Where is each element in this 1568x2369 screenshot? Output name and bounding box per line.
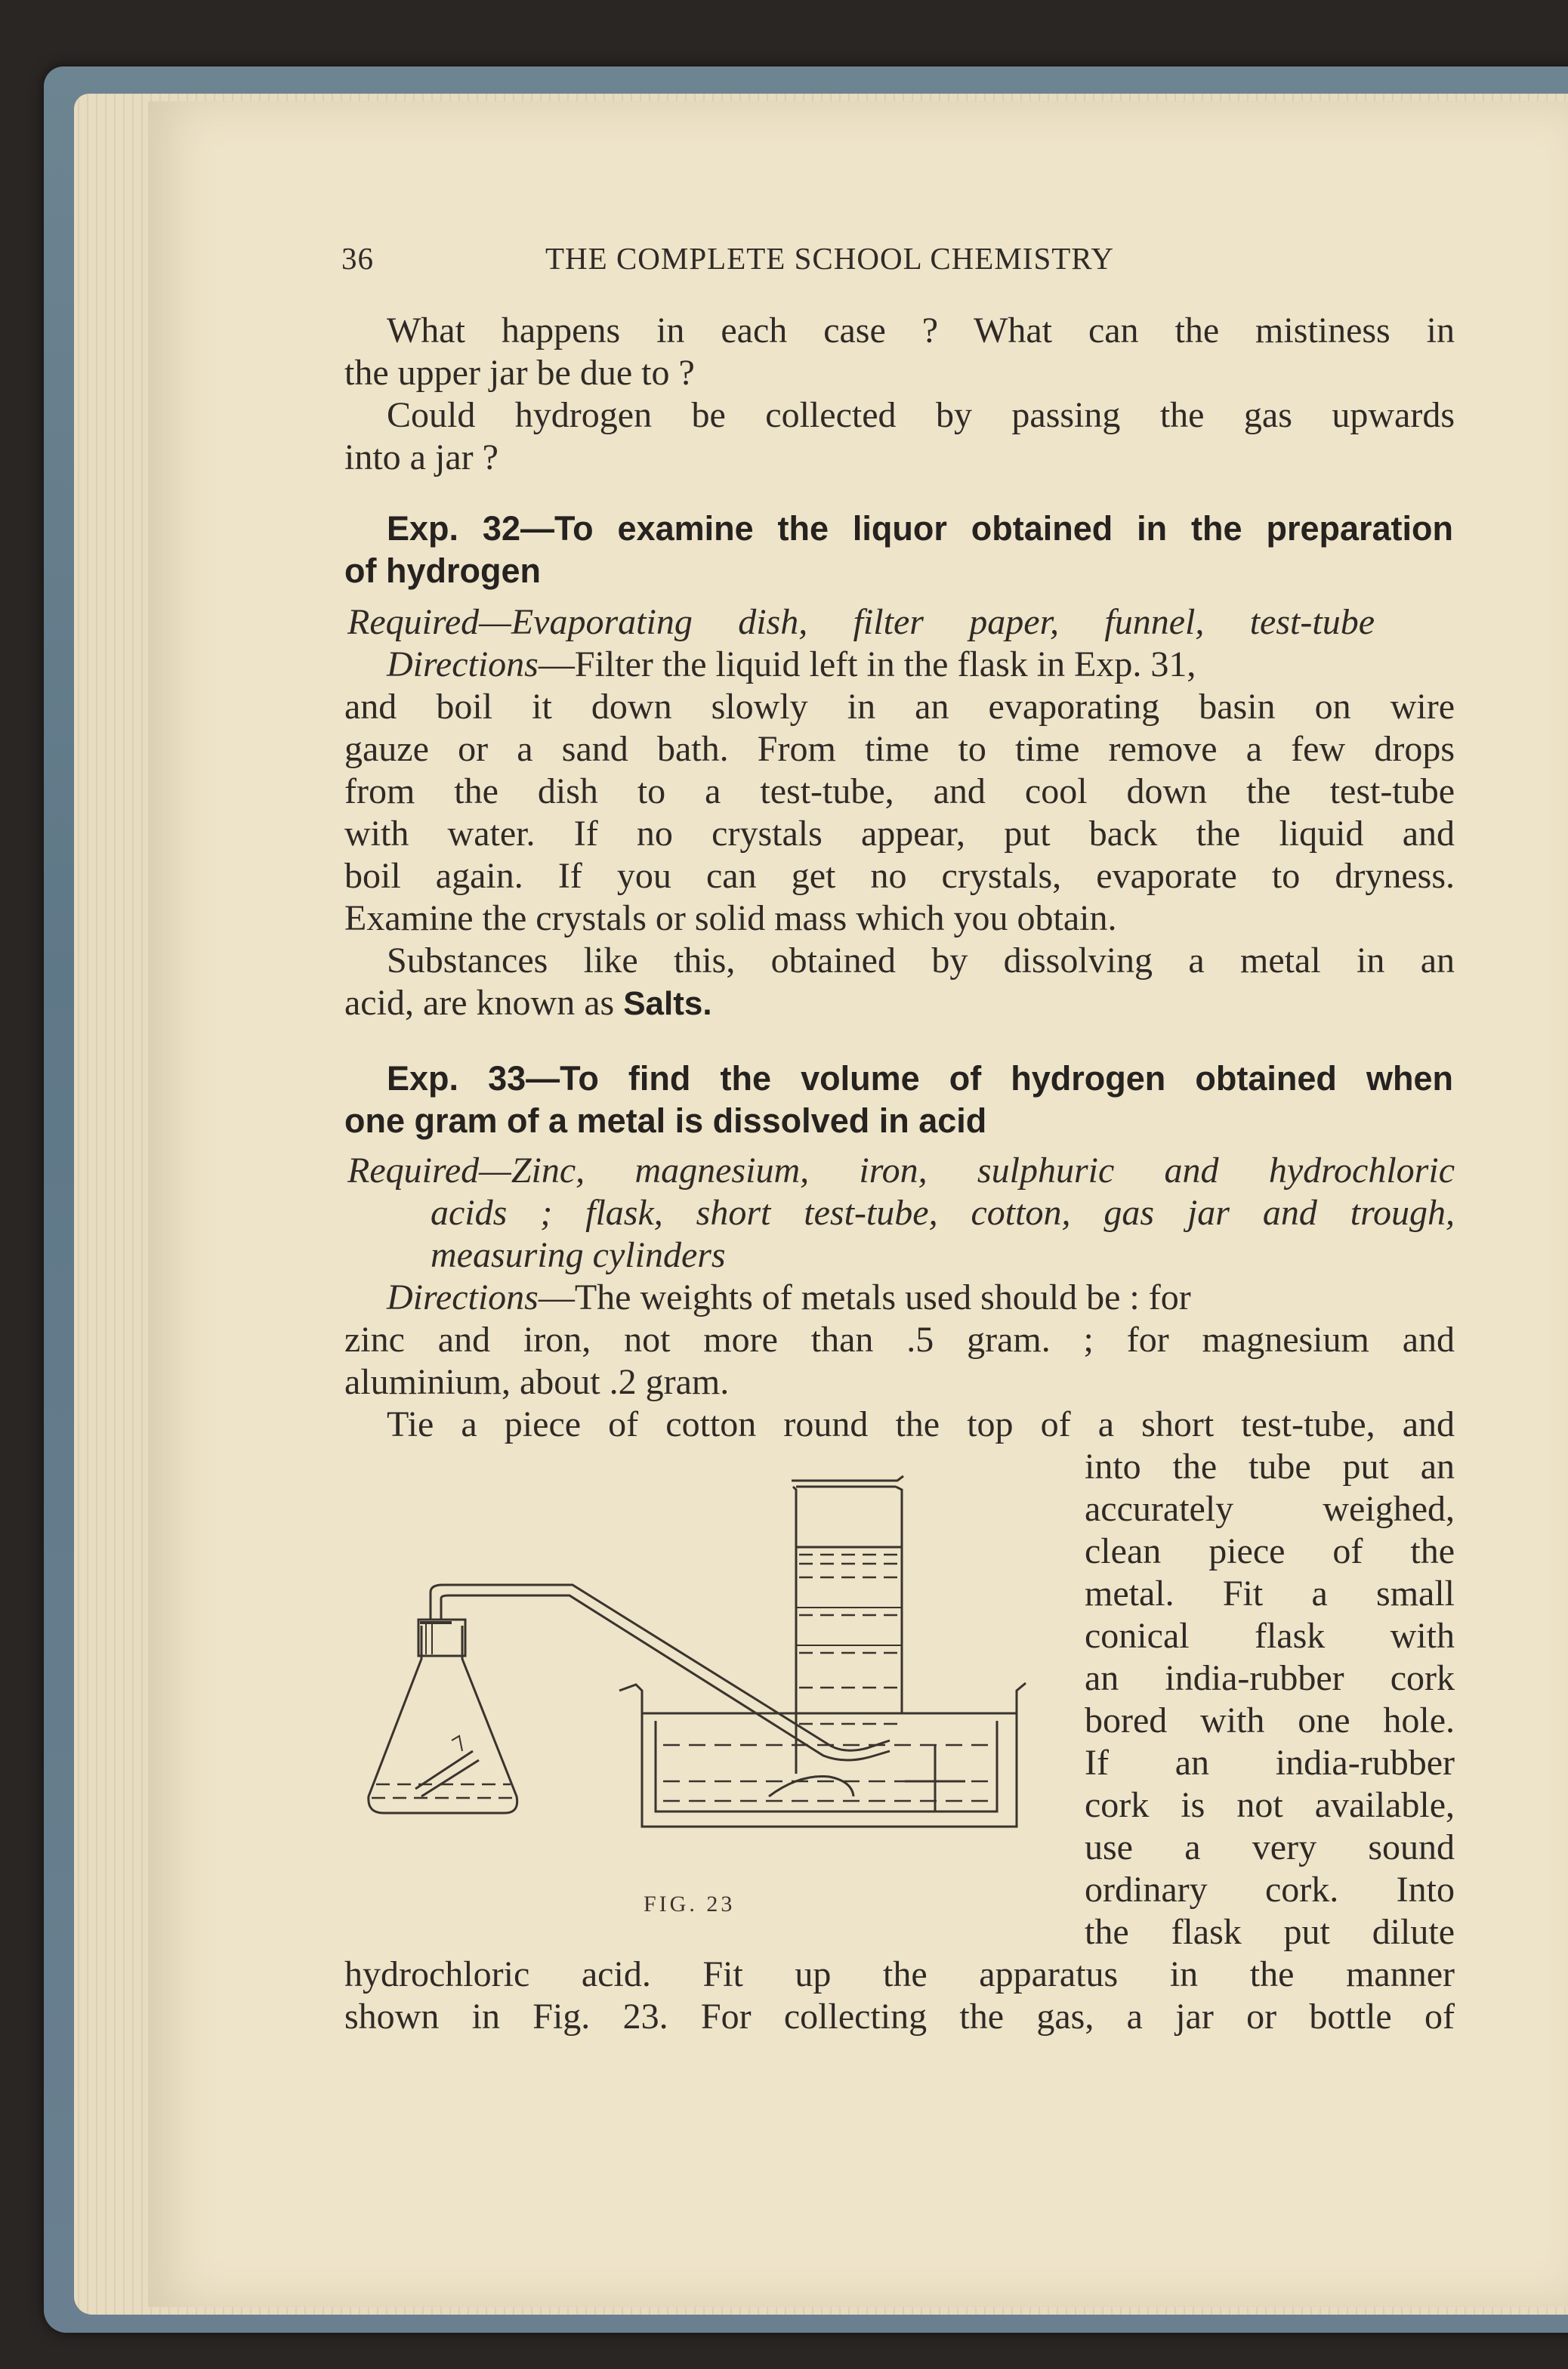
exp32-directions-first <box>387 644 1196 686</box>
exp32-title: Exp. 32—To examine the liquor obtained in the preparation <box>387 509 1453 548</box>
exp33-directions-line: zinc and iron, not more than .5 gram. ; for magnesium and <box>344 1320 1455 1360</box>
side-line: accurately weighed, <box>1085 1489 1455 1529</box>
exp33-required: measuring cylinders <box>431 1235 726 1275</box>
exp33-title-cont: one gram of a metal is dissolved in acid <box>344 1101 987 1140</box>
exp32-salts-line: Substances like this, obtained by dissolving a metal in an <box>387 940 1455 981</box>
exp32-title-cont: of hydrogen <box>344 551 541 590</box>
salts-prefix: acid, are known as <box>344 983 624 1023</box>
exp33-required: Required—Zinc, magnesium, iron, sulphuric and hydrochloric <box>347 1151 1455 1191</box>
final-line: shown in Fig. 23. For collecting the gas, a jar or bottle of <box>344 1997 1455 2037</box>
side-line: the flask put dilute <box>1085 1912 1455 1952</box>
directions-label: Directions <box>387 1277 539 1317</box>
intro-line: the upper jar be due to ? <box>344 353 695 393</box>
side-line: clean piece of the <box>1085 1531 1455 1571</box>
exp33-directions-line: aluminium, about .2 gram. <box>344 1362 730 1402</box>
exp33-title: Exp. 33—To find the volume of hydrogen obtained when <box>387 1059 1453 1098</box>
gas-jar <box>792 1476 903 1774</box>
intro-line: Could hydrogen be collected by passing the gas upwards <box>387 395 1455 435</box>
side-line: use a very sound <box>1085 1827 1455 1867</box>
exp33-tie-line: Tie a piece of cotton round the top of a short test-tube, and <box>387 1404 1455 1444</box>
intro-line: What happens in each case ? What can the mistiness in <box>387 310 1455 351</box>
side-line: conical flask with <box>1085 1616 1455 1656</box>
final-line: hydrochloric acid. Fit up the apparatus in the manner <box>344 1954 1455 1994</box>
conical-flask <box>369 1620 517 1813</box>
side-line: If an india-rubber <box>1085 1743 1455 1783</box>
figure-caption: FIG. 23 <box>644 1892 736 1917</box>
side-line: bored with one hole. <box>1085 1700 1455 1740</box>
side-line: metal. Fit a small <box>1085 1574 1455 1614</box>
intro-line: into a jar ? <box>344 437 498 477</box>
running-title: THE COMPLETE SCHOOL CHEMISTRY <box>545 241 1114 276</box>
exp33-required: acids ; flask, short test-tube, cotton, gas jar and trough, <box>431 1193 1455 1233</box>
exp32-directions-line: boil again. If you can get no crystals, evaporate to dryness. <box>344 856 1455 896</box>
exp32-required: Required—Evaporating dish, filter paper, funnel, test-tube <box>347 602 1375 642</box>
side-line: into the tube put an <box>1085 1447 1455 1487</box>
exp32-directions-line: gauze or a sand bath. From time to time remove a few drops <box>344 729 1455 769</box>
side-line: an india-rubber cork <box>1085 1658 1455 1698</box>
figure-23-apparatus <box>346 1464 1033 1887</box>
delivery-tube <box>431 1585 890 1796</box>
side-line: cork is not available, <box>1085 1785 1455 1825</box>
exp33-directions-first <box>387 1277 1191 1319</box>
exp32-directions-line: Examine the crystals or solid mass which you obtain. <box>344 898 1117 938</box>
exp32-directions-line: with water. If no crystals appear, put back the liquid and <box>344 814 1455 854</box>
exp32-directions-line: from the dish to a test-tube, and cool down the test-tube <box>344 771 1455 811</box>
exp32-directions-line: and boil it down slowly in an evaporating basin on wire <box>344 687 1455 727</box>
directions-label: Directions <box>387 644 539 684</box>
side-line: ordinary cork. Into <box>1085 1870 1455 1910</box>
exp32-salts-line <box>344 982 712 1025</box>
page-number: 36 <box>341 241 374 276</box>
directions-text: —The weights of metals used should be : for <box>538 1277 1191 1317</box>
directions-text: —Filter the liquid left in the flask in Exp. 31, <box>538 644 1196 684</box>
salts-term: Salts. <box>623 985 712 1022</box>
